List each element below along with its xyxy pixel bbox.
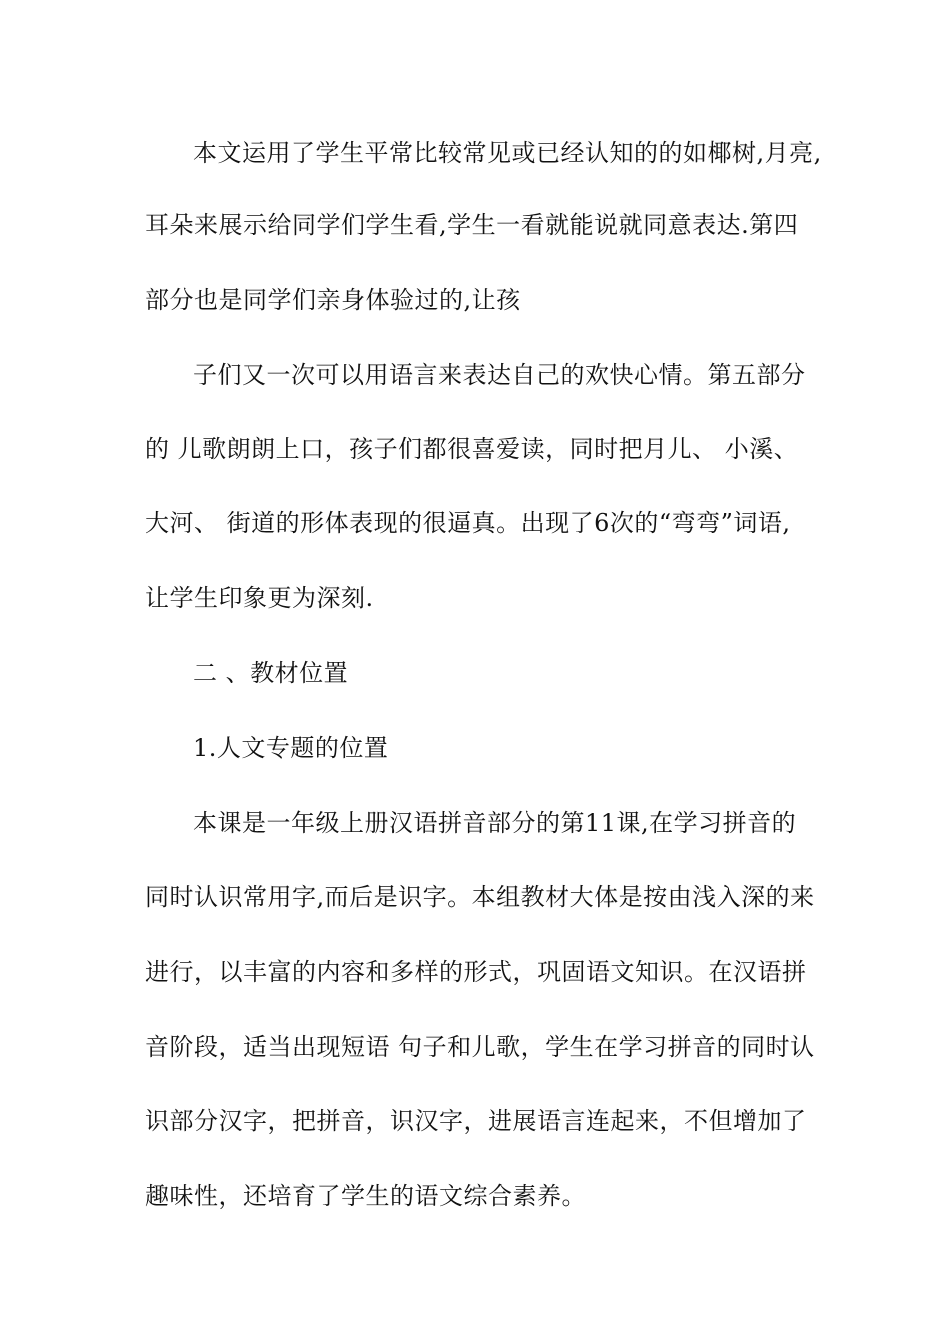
paragraph-line: 子们又一次可以用语言来表达自己的欢快心情。第五部分 <box>193 361 806 389</box>
paragraph-line: 耳朵来展示给同学们学生看,学生一看就能说就同意表达.第四 <box>145 211 799 239</box>
paragraph-line: 本课是一年级上册汉语拼音部分的第11课,在学习拼音的 <box>193 809 797 837</box>
paragraph-line: 的 儿歌朗朗上口，孩子们都很喜爱读，同时把月儿、 小溪、 <box>145 435 799 463</box>
paragraph-line: 本文运用了学生平常比较常见或已经认知的的如椰树,月亮, <box>193 139 822 167</box>
paragraph-line: 音阶段，适当出现短语 句子和儿歌，学生在学习拼音的同时认 <box>145 1033 815 1061</box>
paragraph-line: 大河、 街道的形体表现的很逼真。出现了6次的“弯弯”词语, <box>145 509 791 537</box>
paragraph-line: 趣味性，还培育了学生的语文综合素养。 <box>145 1182 586 1210</box>
paragraph-line: 识部分汉字，把拼音，识汉字，进展语言连起来，不但增加了 <box>145 1107 807 1135</box>
paragraph-line: 同时认识常用字,而后是识字。本组教材大体是按由浅入深的来 <box>145 883 815 911</box>
paragraph-line: 部分也是同学们亲身体验过的,让孩 <box>145 286 521 314</box>
paragraph-line: 进行，以丰富的内容和多样的形式，巩固语文知识。在汉语拼 <box>145 958 807 986</box>
paragraph-line: 让学生印象更为深刻. <box>145 584 374 612</box>
section-heading: 二 、教材位置 <box>193 659 349 687</box>
subsection-heading: 1.人文专题的位置 <box>193 734 389 762</box>
